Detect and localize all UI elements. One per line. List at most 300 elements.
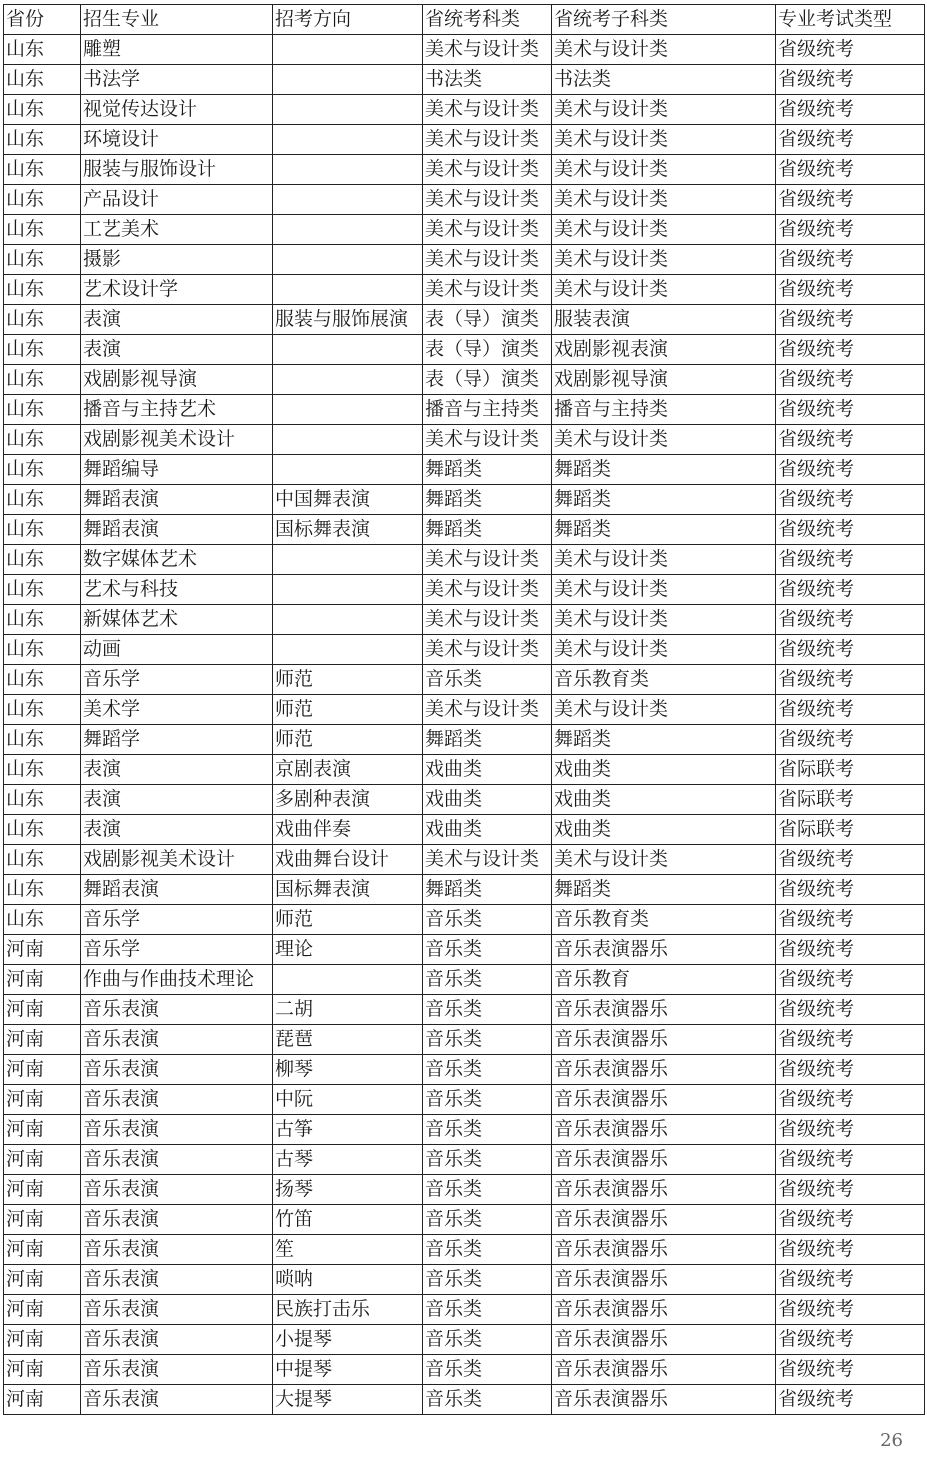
cell-exam-subcategory: 戏剧影视导演 — [552, 365, 776, 395]
cell-exam-category: 舞蹈类 — [423, 875, 552, 905]
cell-exam-subcategory: 美术与设计类 — [552, 695, 776, 725]
cell-major: 产品设计 — [81, 185, 273, 215]
cell-exam-type: 省级统考 — [776, 635, 925, 665]
cell-exam-type: 省级统考 — [776, 935, 925, 965]
cell-exam-subcategory: 美术与设计类 — [552, 245, 776, 275]
cell-province: 河南 — [4, 1325, 81, 1355]
cell-exam-category: 音乐类 — [423, 1055, 552, 1085]
cell-exam-type: 省级统考 — [776, 245, 925, 275]
table-row — [4, 575, 925, 605]
cell-exam-subcategory: 戏剧影视表演 — [552, 335, 776, 365]
cell-exam-category: 美术与设计类 — [423, 695, 552, 725]
cell-exam-category: 音乐类 — [423, 1385, 552, 1415]
cell-exam-type: 省际联考 — [776, 755, 925, 785]
table-row — [4, 875, 925, 905]
cell-exam-subcategory: 音乐表演器乐 — [552, 1175, 776, 1205]
cell-exam-type: 省级统考 — [776, 545, 925, 575]
cell-exam-subcategory: 美术与设计类 — [552, 425, 776, 455]
cell-direction: 唢呐 — [273, 1265, 423, 1295]
cell-major: 艺术设计学 — [81, 275, 273, 305]
cell-exam-category: 音乐类 — [423, 1325, 552, 1355]
table-row — [4, 725, 925, 755]
cell-major: 音乐表演 — [81, 1205, 273, 1235]
cell-exam-category: 美术与设计类 — [423, 575, 552, 605]
cell-exam-type: 省级统考 — [776, 905, 925, 935]
cell-exam-subcategory: 音乐教育类 — [552, 905, 776, 935]
cell-province: 河南 — [4, 1025, 81, 1055]
cell-exam-type: 省级统考 — [776, 1265, 925, 1295]
cell-exam-subcategory: 美术与设计类 — [552, 845, 776, 875]
cell-province: 河南 — [4, 1055, 81, 1085]
cell-province: 山东 — [4, 155, 81, 185]
cell-province: 河南 — [4, 1145, 81, 1175]
cell-exam-category: 戏曲类 — [423, 815, 552, 845]
cell-exam-category: 音乐类 — [423, 1145, 552, 1175]
table-row — [4, 185, 925, 215]
cell-major: 音乐表演 — [81, 1145, 273, 1175]
cell-exam-subcategory: 舞蹈类 — [552, 725, 776, 755]
cell-exam-type: 省级统考 — [776, 1235, 925, 1265]
cell-exam-category: 美术与设计类 — [423, 95, 552, 125]
table-row — [4, 95, 925, 125]
cell-exam-category: 音乐类 — [423, 1085, 552, 1115]
cell-direction — [273, 575, 423, 605]
cell-province: 山东 — [4, 305, 81, 335]
cell-exam-type: 省级统考 — [776, 725, 925, 755]
cell-major: 戏剧影视美术设计 — [81, 425, 273, 455]
cell-direction: 服装与服饰展演 — [273, 305, 423, 335]
cell-exam-subcategory: 音乐表演器乐 — [552, 1325, 776, 1355]
table-row — [4, 1235, 925, 1265]
cell-direction — [273, 125, 423, 155]
table-row — [4, 35, 925, 65]
cell-major: 环境设计 — [81, 125, 273, 155]
cell-province: 河南 — [4, 1265, 81, 1295]
cell-exam-type: 省级统考 — [776, 695, 925, 725]
page-number: 26 — [880, 1430, 903, 1451]
cell-exam-category: 美术与设计类 — [423, 605, 552, 635]
cell-direction: 民族打击乐 — [273, 1295, 423, 1325]
cell-exam-category: 音乐类 — [423, 965, 552, 995]
cell-exam-subcategory: 音乐表演器乐 — [552, 935, 776, 965]
cell-province: 河南 — [4, 1175, 81, 1205]
cell-exam-type: 省级统考 — [776, 875, 925, 905]
cell-direction: 二胡 — [273, 995, 423, 1025]
cell-exam-subcategory: 音乐表演器乐 — [552, 1205, 776, 1235]
table-row — [4, 995, 925, 1025]
cell-exam-category: 音乐类 — [423, 905, 552, 935]
cell-exam-category: 美术与设计类 — [423, 545, 552, 575]
header-major: 招生专业 — [81, 5, 273, 35]
cell-direction: 师范 — [273, 695, 423, 725]
cell-province: 山东 — [4, 395, 81, 425]
cell-direction — [273, 245, 423, 275]
cell-exam-category: 美术与设计类 — [423, 215, 552, 245]
admissions-table — [3, 4, 925, 1415]
cell-exam-category: 美术与设计类 — [423, 125, 552, 155]
cell-direction — [273, 155, 423, 185]
cell-province: 山东 — [4, 575, 81, 605]
cell-exam-subcategory: 美术与设计类 — [552, 155, 776, 185]
table-row — [4, 1145, 925, 1175]
cell-major: 新媒体艺术 — [81, 605, 273, 635]
cell-major: 服装与服饰设计 — [81, 155, 273, 185]
cell-major: 戏剧影视美术设计 — [81, 845, 273, 875]
cell-exam-category: 音乐类 — [423, 1205, 552, 1235]
cell-direction: 多剧种表演 — [273, 785, 423, 815]
cell-province: 山东 — [4, 95, 81, 125]
cell-direction — [273, 965, 423, 995]
table-row — [4, 245, 925, 275]
table-row — [4, 275, 925, 305]
cell-exam-type: 省级统考 — [776, 605, 925, 635]
cell-exam-subcategory: 美术与设计类 — [552, 545, 776, 575]
cell-exam-type: 省级统考 — [776, 335, 925, 365]
cell-major: 艺术与科技 — [81, 575, 273, 605]
cell-exam-type: 省级统考 — [776, 155, 925, 185]
cell-exam-subcategory: 书法类 — [552, 65, 776, 95]
table-row — [4, 335, 925, 365]
cell-exam-type: 省级统考 — [776, 65, 925, 95]
cell-exam-subcategory: 音乐表演器乐 — [552, 1055, 776, 1085]
cell-province: 山东 — [4, 545, 81, 575]
cell-direction — [273, 335, 423, 365]
cell-province: 山东 — [4, 725, 81, 755]
cell-major: 音乐表演 — [81, 1235, 273, 1265]
table-row — [4, 1295, 925, 1325]
cell-exam-category: 表（导）演类 — [423, 335, 552, 365]
cell-major: 舞蹈编导 — [81, 455, 273, 485]
cell-province: 河南 — [4, 935, 81, 965]
cell-exam-type: 省级统考 — [776, 425, 925, 455]
cell-exam-category: 表（导）演类 — [423, 305, 552, 335]
cell-major: 音乐表演 — [81, 1175, 273, 1205]
cell-province: 河南 — [4, 1385, 81, 1415]
cell-exam-subcategory: 音乐表演器乐 — [552, 1235, 776, 1265]
cell-exam-type: 省级统考 — [776, 965, 925, 995]
cell-direction — [273, 545, 423, 575]
cell-exam-subcategory: 美术与设计类 — [552, 35, 776, 65]
table-row — [4, 515, 925, 545]
cell-province: 山东 — [4, 365, 81, 395]
table-row — [4, 545, 925, 575]
cell-province: 山东 — [4, 185, 81, 215]
table-row — [4, 965, 925, 995]
cell-major: 音乐学 — [81, 665, 273, 695]
cell-direction: 理论 — [273, 935, 423, 965]
cell-province: 山东 — [4, 245, 81, 275]
cell-exam-subcategory: 播音与主持类 — [552, 395, 776, 425]
cell-exam-category: 美术与设计类 — [423, 845, 552, 875]
cell-exam-type: 省级统考 — [776, 1025, 925, 1055]
cell-exam-category: 美术与设计类 — [423, 155, 552, 185]
table-row — [4, 305, 925, 335]
cell-exam-subcategory: 音乐教育 — [552, 965, 776, 995]
cell-major: 音乐表演 — [81, 1265, 273, 1295]
table-row — [4, 215, 925, 245]
table-row — [4, 1325, 925, 1355]
cell-exam-type: 省级统考 — [776, 455, 925, 485]
cell-direction — [273, 395, 423, 425]
cell-major: 音乐表演 — [81, 1025, 273, 1055]
cell-major: 戏剧影视导演 — [81, 365, 273, 395]
cell-exam-type: 省级统考 — [776, 125, 925, 155]
header-exam-subcategory: 省统考子科类 — [552, 5, 776, 35]
cell-exam-type: 省级统考 — [776, 1055, 925, 1085]
cell-exam-category: 舞蹈类 — [423, 455, 552, 485]
cell-major: 音乐表演 — [81, 1355, 273, 1385]
table-row — [4, 455, 925, 485]
cell-exam-category: 美术与设计类 — [423, 635, 552, 665]
cell-major: 音乐学 — [81, 905, 273, 935]
cell-exam-type: 省级统考 — [776, 665, 925, 695]
cell-province: 河南 — [4, 1295, 81, 1325]
cell-province: 山东 — [4, 215, 81, 245]
cell-exam-category: 戏曲类 — [423, 755, 552, 785]
cell-exam-type: 省级统考 — [776, 515, 925, 545]
cell-direction: 京剧表演 — [273, 755, 423, 785]
cell-direction — [273, 425, 423, 455]
cell-major: 舞蹈表演 — [81, 515, 273, 545]
cell-exam-subcategory: 舞蹈类 — [552, 485, 776, 515]
table-row — [4, 395, 925, 425]
table-row — [4, 1115, 925, 1145]
cell-major: 摄影 — [81, 245, 273, 275]
cell-province: 河南 — [4, 965, 81, 995]
cell-exam-subcategory: 舞蹈类 — [552, 875, 776, 905]
cell-exam-category: 美术与设计类 — [423, 245, 552, 275]
table-row — [4, 1265, 925, 1295]
cell-exam-subcategory: 美术与设计类 — [552, 95, 776, 125]
cell-major: 表演 — [81, 785, 273, 815]
cell-exam-type: 省级统考 — [776, 995, 925, 1025]
table-row — [4, 815, 925, 845]
table-header-row — [4, 5, 925, 35]
cell-exam-category: 音乐类 — [423, 1175, 552, 1205]
cell-province: 山东 — [4, 275, 81, 305]
cell-major: 动画 — [81, 635, 273, 665]
cell-exam-type: 省级统考 — [776, 1115, 925, 1145]
cell-major: 音乐表演 — [81, 1085, 273, 1115]
cell-major: 播音与主持艺术 — [81, 395, 273, 425]
cell-major: 舞蹈表演 — [81, 875, 273, 905]
header-direction: 招考方向 — [273, 5, 423, 35]
cell-major: 视觉传达设计 — [81, 95, 273, 125]
cell-exam-type: 省级统考 — [776, 365, 925, 395]
cell-direction — [273, 635, 423, 665]
cell-exam-category: 音乐类 — [423, 1235, 552, 1265]
cell-direction — [273, 35, 423, 65]
table-body — [4, 35, 925, 1415]
cell-direction: 中国舞表演 — [273, 485, 423, 515]
table-row — [4, 1175, 925, 1205]
cell-exam-subcategory: 戏曲类 — [552, 785, 776, 815]
table-row — [4, 1025, 925, 1055]
cell-direction — [273, 65, 423, 95]
cell-province: 山东 — [4, 455, 81, 485]
table-row — [4, 785, 925, 815]
cell-exam-category: 表（导）演类 — [423, 365, 552, 395]
cell-major: 舞蹈学 — [81, 725, 273, 755]
cell-exam-subcategory: 戏曲类 — [552, 815, 776, 845]
cell-major: 书法学 — [81, 65, 273, 95]
cell-exam-type: 省级统考 — [776, 1175, 925, 1205]
cell-direction: 古筝 — [273, 1115, 423, 1145]
cell-exam-type: 省际联考 — [776, 785, 925, 815]
cell-exam-category: 戏曲类 — [423, 785, 552, 815]
header-exam-category: 省统考科类 — [423, 5, 552, 35]
table-row — [4, 665, 925, 695]
cell-exam-type: 省级统考 — [776, 275, 925, 305]
cell-province: 山东 — [4, 35, 81, 65]
table-row — [4, 845, 925, 875]
cell-province: 河南 — [4, 1115, 81, 1145]
cell-major: 舞蹈表演 — [81, 485, 273, 515]
cell-exam-subcategory: 音乐表演器乐 — [552, 1115, 776, 1145]
cell-direction: 琵琶 — [273, 1025, 423, 1055]
cell-direction — [273, 605, 423, 635]
cell-major: 音乐学 — [81, 935, 273, 965]
table-row — [4, 935, 925, 965]
cell-province: 山东 — [4, 815, 81, 845]
cell-direction: 戏曲舞台设计 — [273, 845, 423, 875]
cell-direction — [273, 455, 423, 485]
cell-province: 山东 — [4, 485, 81, 515]
cell-exam-type: 省际联考 — [776, 815, 925, 845]
cell-direction: 师范 — [273, 905, 423, 935]
cell-exam-type: 省级统考 — [776, 1385, 925, 1415]
table-row — [4, 1385, 925, 1415]
cell-exam-category: 舞蹈类 — [423, 515, 552, 545]
cell-province: 山东 — [4, 65, 81, 95]
cell-exam-category: 音乐类 — [423, 1265, 552, 1295]
cell-exam-type: 省级统考 — [776, 845, 925, 875]
cell-exam-subcategory: 音乐表演器乐 — [552, 1145, 776, 1175]
cell-province: 山东 — [4, 515, 81, 545]
cell-exam-type: 省级统考 — [776, 1145, 925, 1175]
cell-province: 山东 — [4, 635, 81, 665]
cell-exam-subcategory: 美术与设计类 — [552, 185, 776, 215]
header-province: 省份 — [4, 5, 81, 35]
cell-exam-category: 音乐类 — [423, 1355, 552, 1385]
cell-exam-subcategory: 美术与设计类 — [552, 125, 776, 155]
cell-major: 作曲与作曲技术理论 — [81, 965, 273, 995]
table-row — [4, 635, 925, 665]
cell-direction: 古琴 — [273, 1145, 423, 1175]
table-row — [4, 605, 925, 635]
cell-exam-category: 美术与设计类 — [423, 275, 552, 305]
header-exam-type: 专业考试类型 — [776, 5, 925, 35]
cell-major: 表演 — [81, 305, 273, 335]
cell-province: 山东 — [4, 755, 81, 785]
cell-exam-type: 省级统考 — [776, 1085, 925, 1115]
table-row — [4, 1055, 925, 1085]
cell-direction — [273, 95, 423, 125]
cell-major: 表演 — [81, 755, 273, 785]
cell-major: 音乐表演 — [81, 1385, 273, 1415]
cell-major: 音乐表演 — [81, 1325, 273, 1355]
cell-exam-category: 美术与设计类 — [423, 185, 552, 215]
cell-exam-subcategory: 音乐教育类 — [552, 665, 776, 695]
cell-province: 河南 — [4, 1235, 81, 1265]
cell-major: 表演 — [81, 335, 273, 365]
cell-exam-type: 省级统考 — [776, 185, 925, 215]
cell-direction: 大提琴 — [273, 1385, 423, 1415]
cell-province: 山东 — [4, 335, 81, 365]
table-row — [4, 695, 925, 725]
table-row — [4, 755, 925, 785]
table-row — [4, 1205, 925, 1235]
cell-exam-category: 音乐类 — [423, 1025, 552, 1055]
cell-major: 工艺美术 — [81, 215, 273, 245]
cell-direction: 师范 — [273, 725, 423, 755]
cell-exam-subcategory: 音乐表演器乐 — [552, 1265, 776, 1295]
cell-direction — [273, 185, 423, 215]
cell-direction: 国标舞表演 — [273, 875, 423, 905]
cell-exam-category: 舞蹈类 — [423, 725, 552, 755]
cell-province: 山东 — [4, 875, 81, 905]
cell-exam-subcategory: 美术与设计类 — [552, 575, 776, 605]
cell-direction: 中提琴 — [273, 1355, 423, 1385]
cell-exam-type: 省级统考 — [776, 95, 925, 125]
cell-province: 山东 — [4, 605, 81, 635]
cell-province: 河南 — [4, 995, 81, 1025]
cell-exam-subcategory: 音乐表演器乐 — [552, 1385, 776, 1415]
cell-province: 河南 — [4, 1205, 81, 1235]
cell-exam-category: 音乐类 — [423, 935, 552, 965]
cell-direction: 竹笛 — [273, 1205, 423, 1235]
table-row — [4, 1355, 925, 1385]
cell-direction: 师范 — [273, 665, 423, 695]
cell-exam-subcategory: 美术与设计类 — [552, 605, 776, 635]
cell-exam-type: 省级统考 — [776, 575, 925, 605]
cell-exam-type: 省级统考 — [776, 395, 925, 425]
cell-exam-type: 省级统考 — [776, 35, 925, 65]
table-row — [4, 365, 925, 395]
cell-province: 山东 — [4, 425, 81, 455]
cell-exam-type: 省级统考 — [776, 1295, 925, 1325]
cell-direction: 柳琴 — [273, 1055, 423, 1085]
cell-province: 山东 — [4, 695, 81, 725]
cell-direction: 中阮 — [273, 1085, 423, 1115]
cell-exam-subcategory: 音乐表演器乐 — [552, 1025, 776, 1055]
cell-exam-subcategory: 美术与设计类 — [552, 635, 776, 665]
cell-exam-subcategory: 舞蹈类 — [552, 455, 776, 485]
cell-exam-category: 播音与主持类 — [423, 395, 552, 425]
cell-direction — [273, 215, 423, 245]
cell-exam-subcategory: 音乐表演器乐 — [552, 1085, 776, 1115]
cell-direction: 小提琴 — [273, 1325, 423, 1355]
cell-exam-type: 省级统考 — [776, 215, 925, 245]
cell-direction: 戏曲伴奏 — [273, 815, 423, 845]
cell-exam-type: 省级统考 — [776, 305, 925, 335]
cell-exam-category: 书法类 — [423, 65, 552, 95]
cell-province: 山东 — [4, 845, 81, 875]
cell-province: 山东 — [4, 125, 81, 155]
cell-province: 河南 — [4, 1085, 81, 1115]
cell-exam-subcategory: 音乐表演器乐 — [552, 1355, 776, 1385]
cell-exam-category: 音乐类 — [423, 1295, 552, 1325]
cell-exam-subcategory: 服装表演 — [552, 305, 776, 335]
cell-exam-category: 美术与设计类 — [423, 35, 552, 65]
cell-exam-type: 省级统考 — [776, 1205, 925, 1235]
table-row — [4, 65, 925, 95]
cell-direction: 笙 — [273, 1235, 423, 1265]
table-row — [4, 425, 925, 455]
cell-exam-type: 省级统考 — [776, 485, 925, 515]
cell-exam-subcategory: 戏曲类 — [552, 755, 776, 785]
cell-exam-subcategory: 美术与设计类 — [552, 215, 776, 245]
